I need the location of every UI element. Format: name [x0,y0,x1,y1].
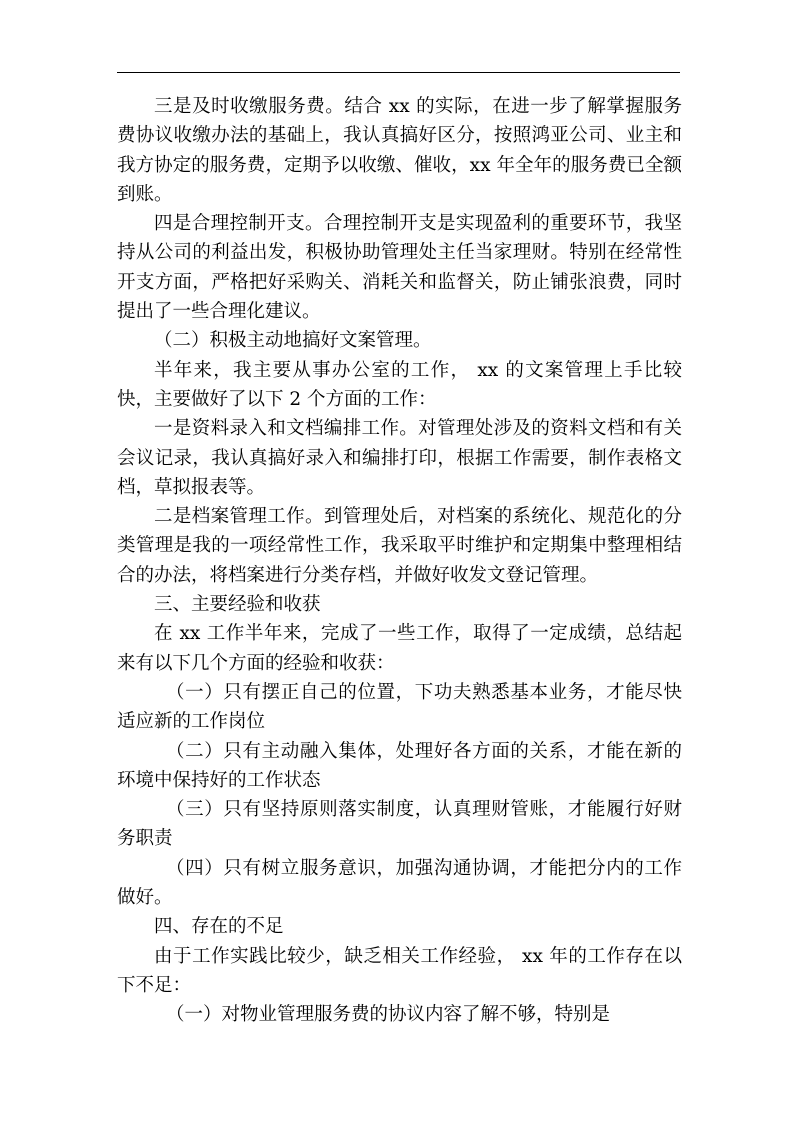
paragraph-shortcomings-intro: 由于工作实践比较少，缺乏相关工作经验， xx 年的工作存在以下不足： [117,945,682,996]
list-item-shortcoming-1: （一）对物业管理服务费的协议内容了解不够，特别是 [166,1004,611,1026]
paragraph-office-work: 半年来，我主要从事办公室的工作， xx 的文案管理上手比较快，主要做好了以下 2 个方面的工作： [117,359,682,410]
heading-shortcomings: 四、存在的不足 [154,916,284,938]
list-item-experience-3: （三）只有坚持原则落实制度，认真理财管账，才能履行好财务职责 [117,799,682,850]
document-body [117,92,682,1030]
list-item-experience-4: （四）只有树立服务意识，加强沟通协调，才能把分内的工作做好。 [117,857,682,909]
paragraph-experience-intro: 在 xx 工作半年来，完成了一些工作，取得了一定成绩，总结起来有以下几个方面的经验和收获： [117,623,682,674]
list-item-experience-2: （二）只有主动融入集体，处理好各方面的关系，才能在新的环境中保持好的工作状态 [117,740,682,791]
heading-experience: 三、主要经验和收获 [154,594,321,616]
paragraph-data-entry: 一是资料录入和文档编排工作。对管理处涉及的资料文档和有关会议记录，我认真搞好录入和编排打印，根据工作需要，制作表格文档，草拟报表等。 [117,418,682,498]
list-item-experience-1: （一）只有摆正自己的位置，下功夫熟悉基本业务，才能尽快适应新的工作岗位 [117,681,682,733]
heading-document-management: （二）积极主动地搞好文案管理。 [154,330,432,352]
paragraph-archive-management: 二是档案管理工作。到管理处后，对档案的系统化、规范化的分类管理是我的一项经常性工作，我采取平时维护和定期集中整理相结合的办法，将档案进行分类存档，并做好收发文登记管理。 [117,506,682,586]
paragraph-expense-control: 四是合理控制开支。合理控制开支是实现盈利的重要环节，我坚持从公司的利益出发，积极协助管理处主任当家理财。特别在经常性开支方面，严格把好采购关、消耗关和监督关，防止铺张浪费，同时提出了一些合理化建议。 [117,213,682,323]
paragraph-fee-collection: 三是及时收缴服务费。结合 xx 的实际，在进一步了解掌握服务费协议收缴办法的基础上，我认真搞好区分，按照鸿亚公司、业主和我方协定的服务费，定期予以收缴、催收，xx 年全年的服务费已全额到账。 [117,96,682,205]
header-rule [117,72,680,73]
